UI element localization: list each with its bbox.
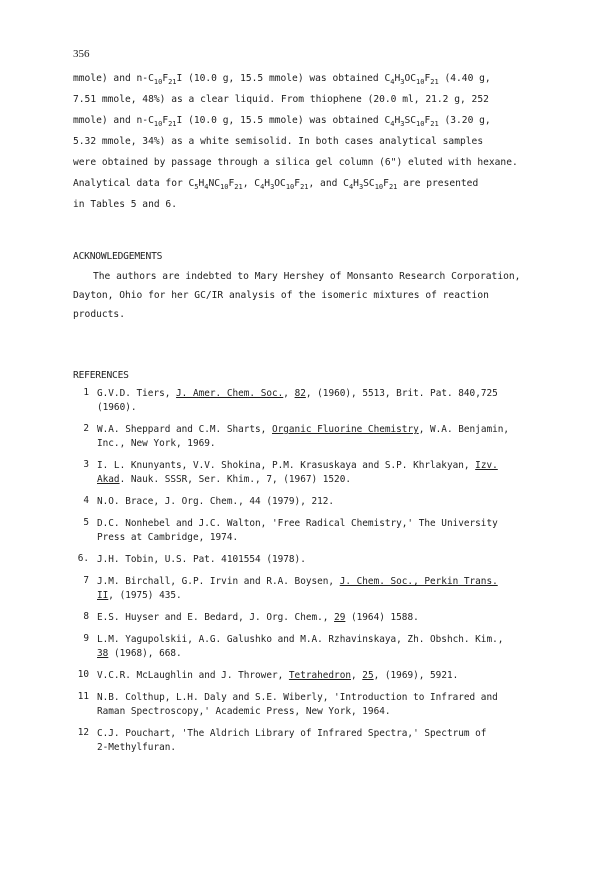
underlined-text: 25 xyxy=(362,670,374,681)
reference-line xyxy=(97,459,553,473)
text-run: H xyxy=(198,178,205,189)
acknowledgements-line: Dayton, Ohio for her GC/IR analysis of the isomeric mixtures of reaction xyxy=(73,290,489,301)
text-run: , and C xyxy=(308,178,349,189)
text-run: (1964) 1588. xyxy=(345,612,419,623)
reference-item xyxy=(73,387,553,415)
text-run: NC xyxy=(208,178,221,189)
reference-line xyxy=(97,495,553,509)
text-run: (1968), 668. xyxy=(108,648,182,659)
subscript: 21 xyxy=(168,120,177,128)
subscript: 10 xyxy=(153,120,163,128)
reference-number: 9 xyxy=(83,633,89,644)
reference-line xyxy=(97,517,553,531)
page-number: 356 xyxy=(73,48,90,60)
text-run: OC xyxy=(274,178,286,189)
text-run: G.V.D. Tiers, xyxy=(97,388,177,399)
reference-line xyxy=(97,387,553,401)
reference-text xyxy=(97,517,553,545)
subscript: 21 xyxy=(234,183,243,191)
reference-text xyxy=(97,611,553,625)
text-run: , C xyxy=(242,178,261,189)
text-run: were obtained by passage through a silica gel column (6") eluted with hexane. xyxy=(73,157,518,168)
subscript: 4 xyxy=(204,183,209,191)
reference-item xyxy=(73,727,553,755)
subscript: 21 xyxy=(430,78,439,86)
text-run: F xyxy=(424,115,431,126)
reference-number: 2 xyxy=(83,423,89,434)
text-run: are presented xyxy=(397,178,479,189)
references-heading: REFERENCES xyxy=(73,370,129,381)
text-run: C.J. Pouchart, 'The Aldrich Library of Infrared Spectra,' Spectrum of xyxy=(97,728,487,739)
reference-line xyxy=(97,531,553,545)
text-run: V.C.R. McLaughlin and J. Thrower, xyxy=(97,670,289,681)
reference-line xyxy=(97,575,553,589)
reference-line xyxy=(97,611,553,625)
reference-line xyxy=(97,741,553,755)
subscript: 21 xyxy=(430,120,439,128)
text-run: J.M. Birchall, G.P. Irvin and R.A. Boysen, xyxy=(97,576,340,587)
reference-text xyxy=(97,495,553,509)
reference-number: 4 xyxy=(83,495,89,506)
text-run: , xyxy=(283,388,295,399)
subscript: 21 xyxy=(300,183,309,191)
reference-item xyxy=(73,423,553,451)
reference-text xyxy=(97,669,553,683)
text-run: 2-Methylfuran. xyxy=(97,742,177,753)
text-run: mmole) and n-C xyxy=(73,115,154,126)
subscript: 3 xyxy=(358,183,364,191)
text-run: J.H. Tobin, U.S. Pat. 4101554 (1978). xyxy=(97,554,306,565)
text-run: (3.20 g, xyxy=(438,115,491,126)
subscript: 3 xyxy=(400,78,405,86)
reference-text xyxy=(97,423,553,451)
text-run: F xyxy=(424,73,431,84)
text-run: , (1960), 5513, Brit. Pat. 840,725 xyxy=(305,388,498,399)
underlined-text: J. Chem. Soc., Perkin Trans. xyxy=(339,576,498,587)
text-run: (4.40 g, xyxy=(438,73,491,84)
reference-line xyxy=(97,633,553,647)
subscript: 10 xyxy=(416,78,425,86)
subscript: 10 xyxy=(374,183,384,191)
underlined-text: Organic Fluorine Chemistry xyxy=(271,424,419,435)
text-run: 5.32 mmole, 34%) as a white semisolid. In both cases analytical samples xyxy=(73,136,484,147)
subscript: 3 xyxy=(400,120,405,128)
body-line xyxy=(73,89,543,110)
text-run: H xyxy=(394,73,401,84)
underlined-text: 38 xyxy=(97,648,109,659)
text-run: H xyxy=(394,115,401,126)
subscript: 10 xyxy=(285,183,295,191)
acknowledgements-line: The authors are indebted to Mary Hershey of Monsanto Research Corporation, xyxy=(93,271,521,282)
text-run: F xyxy=(162,73,169,84)
reference-item xyxy=(73,669,553,683)
acknowledgements-paragraph xyxy=(73,267,543,324)
reference-text xyxy=(97,387,553,415)
acknowledgements-line: products. xyxy=(73,309,125,320)
underlined-text: Izv. xyxy=(475,460,498,471)
subscript: 21 xyxy=(388,183,398,191)
reference-text xyxy=(97,459,553,487)
text-run: , (1975) 435. xyxy=(108,590,182,601)
text-run: in Tables 5 and 6. xyxy=(73,199,177,210)
text-run: F xyxy=(162,115,169,126)
body-line xyxy=(73,152,543,173)
reference-line xyxy=(97,727,553,741)
acknowledgements-heading: ACKNOWLEDGEMENTS xyxy=(73,251,163,262)
text-run: 7.51 mmole, 48%) as a clear liquid. From thiophene (20.0 ml, 21.2 g, 252 xyxy=(73,94,489,105)
reference-text xyxy=(97,691,553,719)
underlined-text: II xyxy=(97,590,109,601)
reference-number: 1 xyxy=(83,387,89,398)
subscript: 5 xyxy=(194,183,199,191)
text-run: Analytical data for C xyxy=(73,178,195,189)
text-run: H xyxy=(264,178,271,189)
reference-number: 11 xyxy=(77,691,89,702)
text-run: W.A. Sheppard and C.M. Sharts, xyxy=(97,424,272,435)
text-run: F xyxy=(294,178,301,189)
text-run: E.S. Huyser and E. Bedard, J. Org. Chem., xyxy=(97,612,335,623)
text-run: N.B. Colthup, L.H. Daly and S.E. Wiberly, 'Introduction to Infrared and xyxy=(97,692,498,703)
reference-line xyxy=(97,401,553,415)
reference-item xyxy=(73,691,553,719)
reference-number: 12 xyxy=(77,727,89,738)
reference-line xyxy=(97,553,553,567)
text-run: (1960). xyxy=(97,402,137,413)
text-run: , (1969), 5921. xyxy=(373,670,459,681)
reference-item xyxy=(73,633,553,661)
text-run: H xyxy=(353,178,359,189)
text-run: F xyxy=(228,178,235,189)
text-run: I (10.0 g, 15.5 mmole) was obtained C xyxy=(176,115,391,126)
reference-line xyxy=(97,705,553,719)
subscript: 10 xyxy=(416,120,425,128)
reference-number: 3 xyxy=(83,459,89,470)
text-run: I (10.0 g, 15.5 mmole) was obtained C xyxy=(176,73,391,84)
body-line xyxy=(73,68,543,89)
reference-number: 6. xyxy=(77,553,89,564)
subscript: 3 xyxy=(270,183,275,191)
reference-item xyxy=(73,575,553,603)
subscript: 21 xyxy=(168,78,177,86)
underlined-text: J. Amer. Chem. Soc. xyxy=(176,388,284,399)
text-run: F xyxy=(383,178,389,189)
text-run: Inc., New York, 1969. xyxy=(97,438,216,449)
reference-text xyxy=(97,727,553,755)
reference-line xyxy=(97,423,553,437)
underlined-text: Akad xyxy=(97,474,120,485)
reference-number: 8 xyxy=(83,611,89,622)
reference-line xyxy=(97,647,553,661)
text-run: OC xyxy=(404,73,417,84)
reference-text xyxy=(97,553,553,567)
reference-line xyxy=(97,589,553,603)
reference-number: 5 xyxy=(83,517,89,528)
reference-text xyxy=(97,633,553,661)
references-list xyxy=(73,387,553,755)
body-line xyxy=(73,194,543,215)
reference-text xyxy=(97,575,553,603)
subscript: 4 xyxy=(348,183,354,191)
text-run: L.M. Yagupolskii, A.G. Galushko and M.A. Rzhavinskaya, Zh. Obshch. Kim., xyxy=(97,634,504,645)
reference-line xyxy=(97,437,553,451)
underlined-text: 29 xyxy=(334,612,346,623)
reference-item xyxy=(73,553,553,567)
subscript: 4 xyxy=(390,120,395,128)
text-run: Raman Spectroscopy,' Academic Press, New York, 1964. xyxy=(97,706,391,717)
text-run: , W.A. Benjamin, xyxy=(418,424,510,435)
body-line xyxy=(73,173,543,194)
reference-item xyxy=(73,459,553,487)
subscript: 4 xyxy=(260,183,265,191)
text-run: D.C. Nonhebel and J.C. Walton, 'Free Radical Chemistry,' The University xyxy=(97,518,498,529)
underlined-text: Tetrahedron xyxy=(288,670,351,681)
text-run: . Nauk. SSSR, Ser. Khim., 7, (1967) 1520. xyxy=(119,474,351,485)
reference-line xyxy=(97,691,553,705)
reference-item xyxy=(73,517,553,545)
subscript: 4 xyxy=(390,78,395,86)
reference-item xyxy=(73,611,553,625)
text-run: mmole) and n-C xyxy=(73,73,154,84)
body-line xyxy=(73,131,543,152)
subscript: 10 xyxy=(220,183,229,191)
reference-number: 7 xyxy=(83,575,89,586)
text-run: SC xyxy=(363,178,375,189)
body-line xyxy=(73,110,543,131)
subscript: 10 xyxy=(153,78,163,86)
reference-line xyxy=(97,473,553,487)
text-run: Press at Cambridge, 1974. xyxy=(97,532,239,543)
text-run: N.O. Brace, J. Org. Chem., 44 (1979), 212. xyxy=(97,496,335,507)
text-run: SC xyxy=(404,115,417,126)
reference-line xyxy=(97,669,553,683)
reference-number: 10 xyxy=(77,669,89,680)
text-run: , xyxy=(351,670,363,681)
reference-item xyxy=(73,495,553,509)
experimental-text xyxy=(73,68,543,215)
text-run: I. L. Knunyants, V.V. Shokina, P.M. Krasuskaya and S.P. Khrlakyan, xyxy=(97,460,476,471)
underlined-text: 82 xyxy=(294,388,306,399)
